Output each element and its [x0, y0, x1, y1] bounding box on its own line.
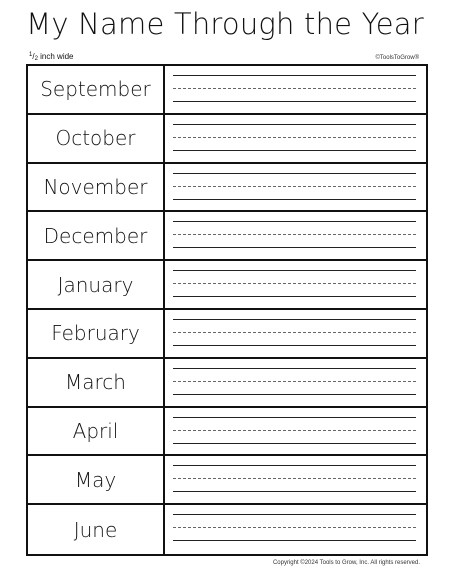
month-row: [28, 66, 426, 115]
dashed-midline: [173, 478, 416, 479]
month-label: November: [28, 164, 165, 211]
month-label: May: [28, 456, 165, 503]
line-size-note: $^1/_2$ inch wide: [29, 52, 74, 62]
base-line: [173, 247, 416, 248]
handwriting-lines[interactable]: [165, 408, 426, 455]
dashed-midline: [173, 283, 416, 284]
dashed-midline: [173, 430, 416, 431]
month-row: [28, 164, 426, 213]
month-label: September: [28, 66, 165, 113]
top-line: [173, 270, 416, 271]
month-row: [28, 456, 426, 505]
month-label: December: [28, 212, 165, 259]
top-line: [173, 319, 416, 320]
handwriting-lines[interactable]: [165, 456, 426, 503]
dashed-midline: [173, 332, 416, 333]
base-line: [173, 443, 416, 444]
dashed-midline: [173, 381, 416, 382]
month-label: March: [28, 359, 165, 406]
month-row: [28, 359, 426, 408]
month-row: [28, 310, 426, 359]
handwriting-lines[interactable]: [165, 261, 426, 308]
page-title: My Name Through the Year: [26, 7, 424, 41]
handwriting-lines[interactable]: [165, 505, 426, 554]
base-line: [173, 101, 416, 102]
top-line: [173, 368, 416, 369]
top-line: [173, 465, 416, 466]
base-line: [173, 540, 416, 541]
writing-table: [26, 64, 428, 556]
month-row: [28, 505, 426, 554]
handwriting-lines[interactable]: [165, 359, 426, 406]
month-label: January: [28, 261, 165, 308]
base-line: [173, 296, 416, 297]
month-row: [28, 408, 426, 457]
month-label: April: [28, 408, 165, 455]
base-line: [173, 345, 416, 346]
dashed-midline: [173, 186, 416, 187]
fraction-numerator: 1: [29, 52, 33, 58]
brand-watermark: ©ToolsToGrow®: [375, 55, 419, 61]
base-line: [173, 491, 416, 492]
month-row: [28, 212, 426, 261]
top-line: [173, 514, 416, 515]
handwriting-lines[interactable]: [165, 66, 426, 113]
handwriting-lines[interactable]: [165, 212, 426, 259]
month-label: October: [28, 115, 165, 162]
fraction-denominator: 2: [34, 56, 38, 62]
month-row: [28, 261, 426, 310]
top-line: [173, 417, 416, 418]
month-label: February: [28, 310, 165, 357]
handwriting-lines[interactable]: [165, 164, 426, 211]
dashed-midline: [173, 234, 416, 235]
base-line: [173, 150, 416, 151]
dashed-midline: [173, 527, 416, 528]
base-line: [173, 394, 416, 395]
dashed-midline: [173, 137, 416, 138]
top-line: [173, 124, 416, 125]
base-line: [173, 199, 416, 200]
size-note-text: inch wide: [40, 52, 74, 61]
top-line: [173, 173, 416, 174]
month-row: [28, 115, 426, 164]
top-line: [173, 75, 416, 76]
handwriting-lines[interactable]: [165, 310, 426, 357]
handwriting-lines[interactable]: [165, 115, 426, 162]
dashed-midline: [173, 88, 416, 89]
copyright-notice: Copyright ©2024 Tools to Grow, Inc. All rights reserved.: [272, 560, 420, 566]
month-label: June: [28, 505, 165, 554]
top-line: [173, 221, 416, 222]
